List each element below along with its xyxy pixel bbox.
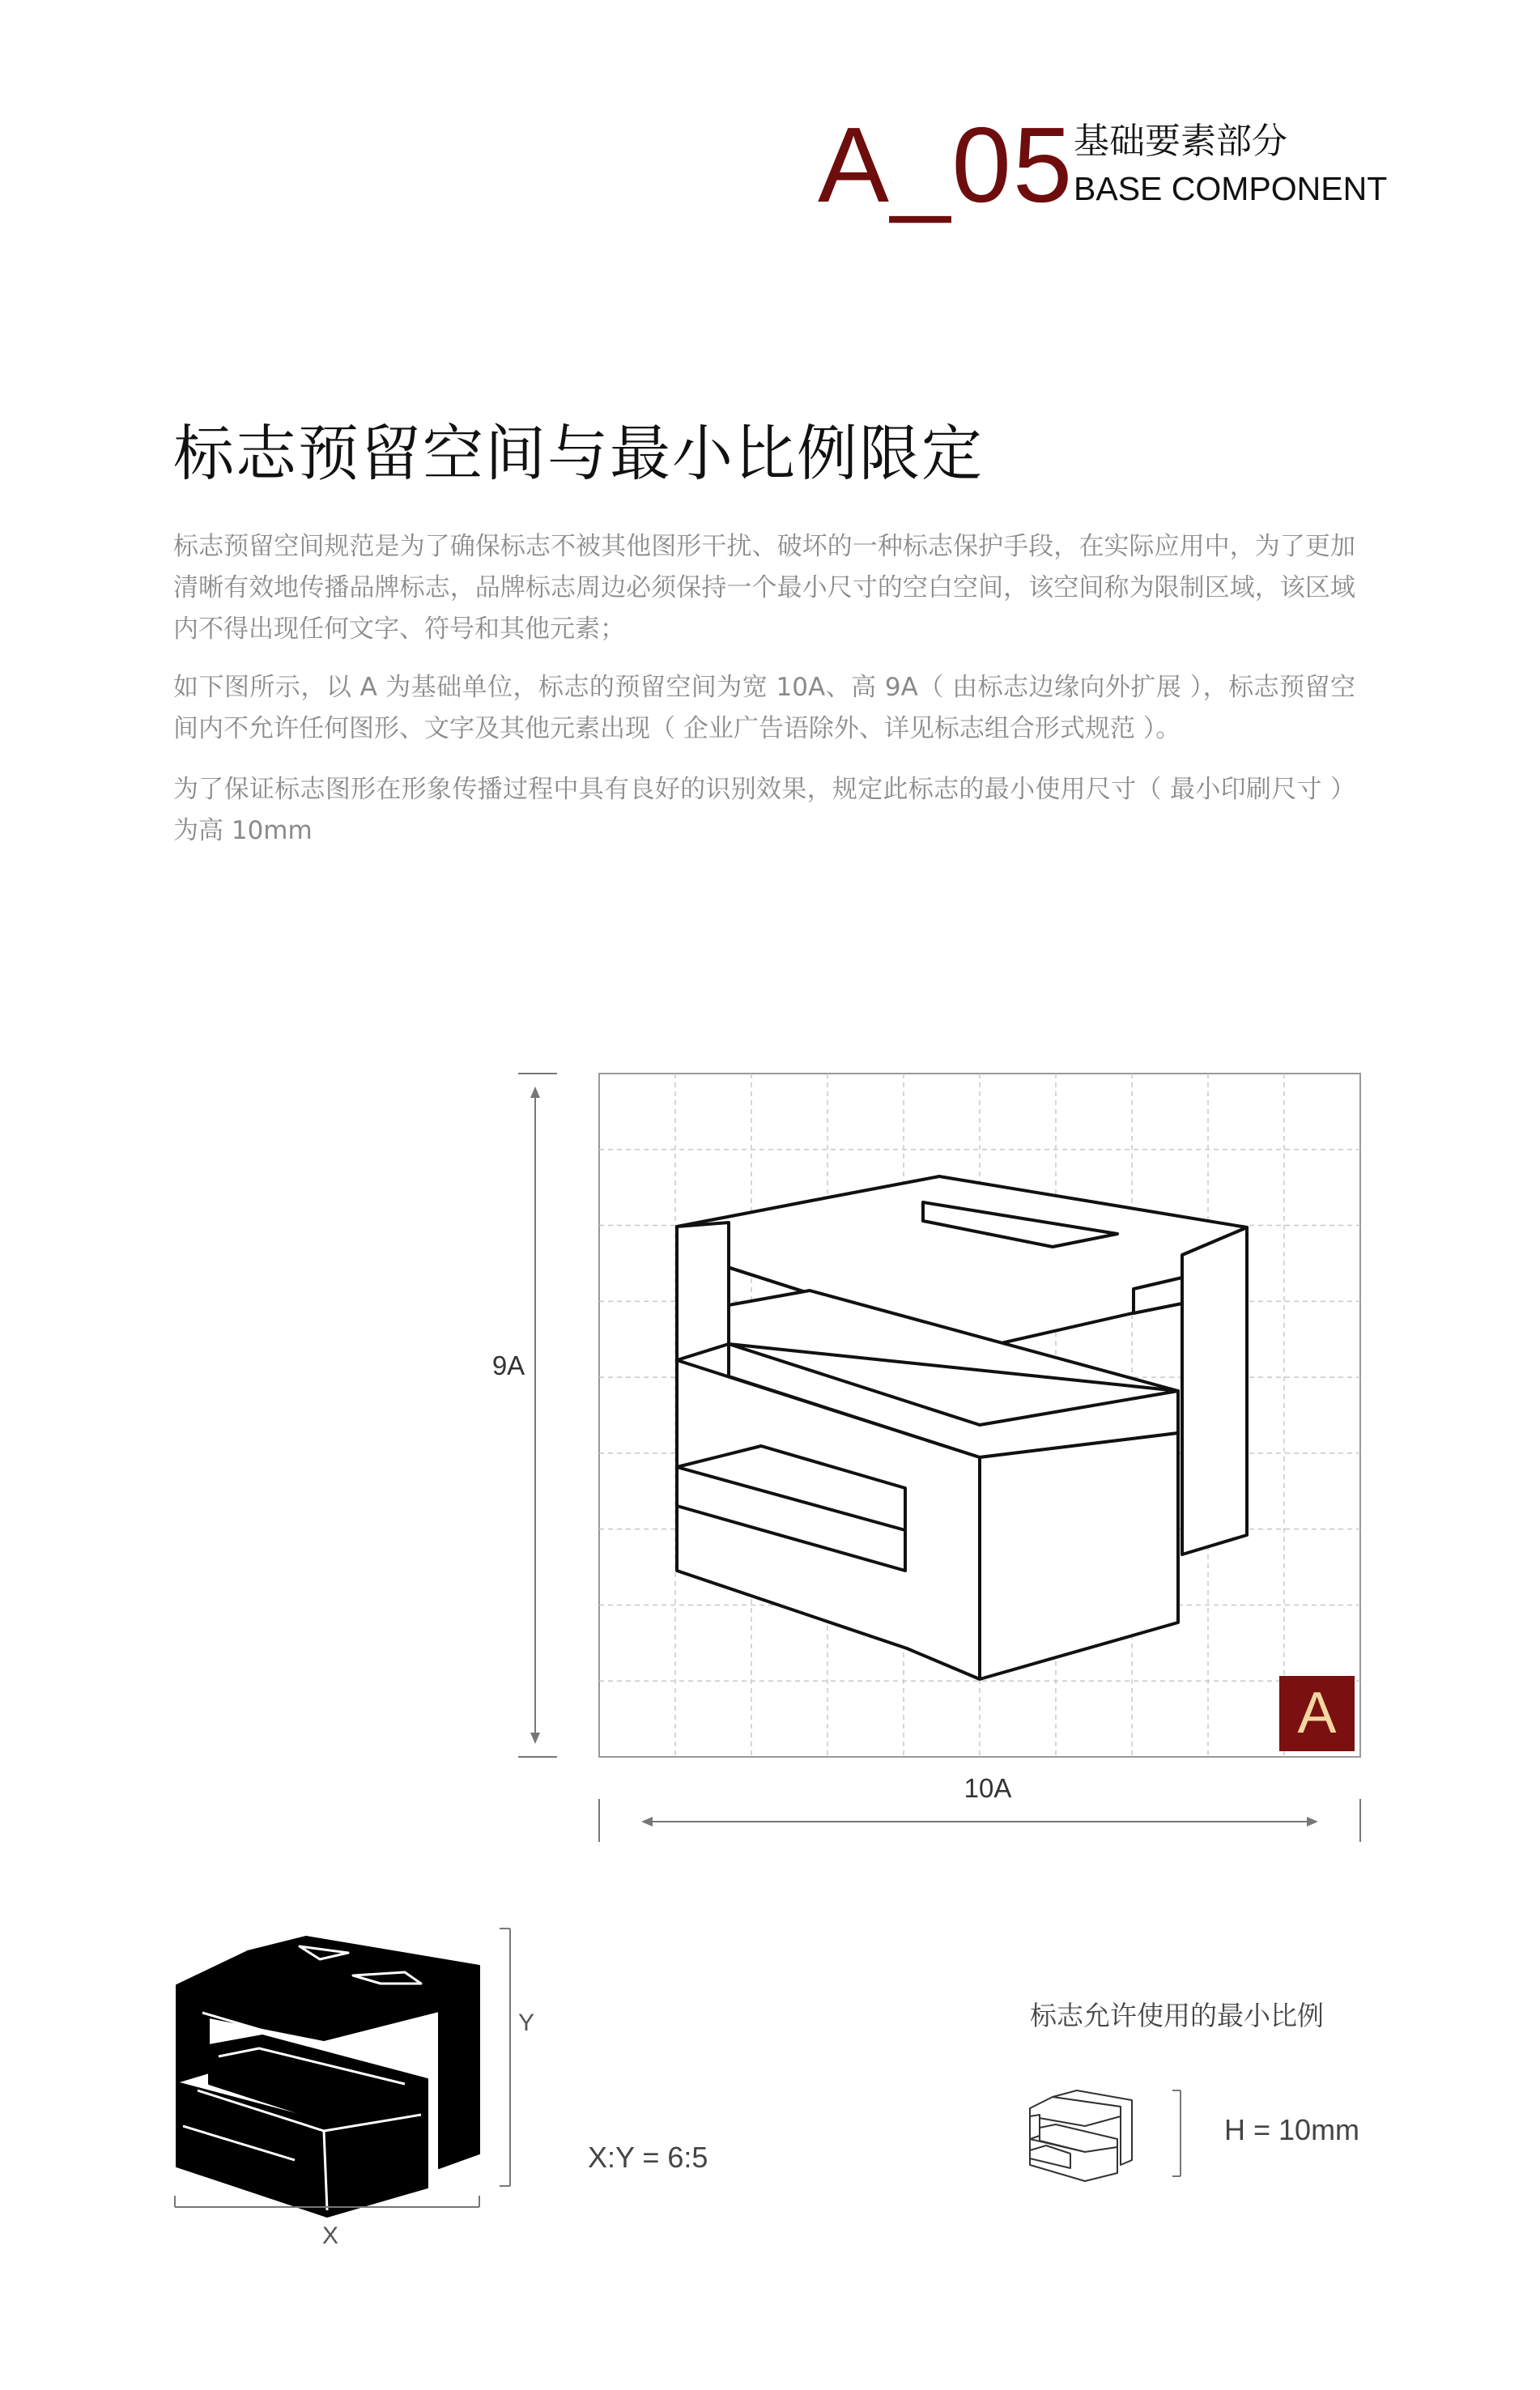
unit-a-swatch: A [1279, 1676, 1355, 1751]
page-title: 标志预留空间与最小比例限定 [173, 418, 985, 489]
minimum-size-figure [1022, 2077, 1200, 2191]
section-title-en: BASE COMPONENT [1074, 170, 1388, 207]
x-label: X [322, 2222, 339, 2249]
section-code: A_05 [818, 105, 1074, 224]
logo-solid [177, 1937, 479, 2217]
section-title-cn: 基础要素部分 [1074, 121, 1287, 162]
clearspace-figure [518, 1053, 1368, 1846]
height-label: 9A [491, 1350, 525, 1380]
y-label: Y [518, 2009, 535, 2036]
height-dimension [518, 1074, 557, 1757]
paragraph-spacing: 如下图所示，以 A 为基础单位，标志的预留空间为宽 10A、高 9A（ 由标志边缘向外扩展 ），标志预留空间内不允许任何图形、文字及其他元素出现（ 企业广告语除外、详见标志组合形式规范 ）。 [173, 673, 1355, 743]
minimum-size-title: 标志允许使用的最小比例 [1030, 2000, 1324, 2031]
paragraph-intro: 标志预留空间规范是为了确保标志不被其他图形干扰、破坏的一种标志保护手段，在实际应用中，为了更加清晰有效地传播品牌标志，品牌标志周边必须保持一个最小尺寸的空白空间，该空间称为限制区域，该区域内不得出现任何文字、符号和其他元素； [173, 532, 1355, 644]
minimum-height-text: H = 10mm [1224, 2113, 1360, 2146]
ratio-text: X:Y = 6:5 [588, 2141, 708, 2174]
logo-small-outline [1030, 2090, 1132, 2181]
paragraph-minimum-size: 为了保证标志图形在形象传播过程中具有良好的识别效果，规定此标志的最小使用尺寸（ 最小印刷尺寸 ）为高 10mm [173, 775, 1355, 845]
logo-outline [677, 1176, 1247, 1679]
width-label: 10A [964, 1773, 1012, 1803]
width-dimension [599, 1799, 1360, 1842]
ratio-figure [162, 1911, 534, 2218]
y-bracket [500, 1929, 510, 2186]
h-bracket [1172, 2090, 1181, 2176]
